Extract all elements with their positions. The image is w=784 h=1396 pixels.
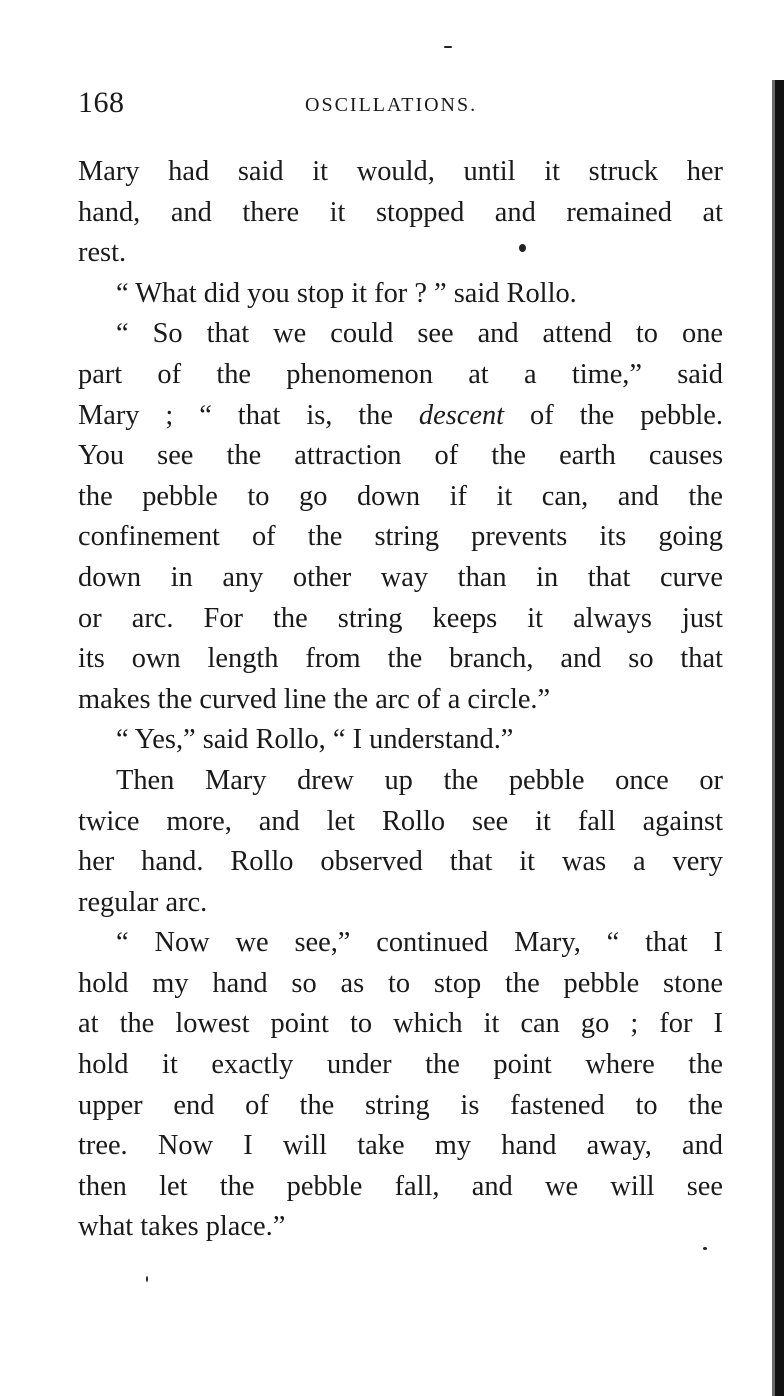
text-line: the pebble to go down if it can, and the <box>78 480 723 512</box>
ink-speck <box>444 46 452 48</box>
text-line: hold it exactly under the point where the <box>78 1049 723 1081</box>
text-line: Then Mary drew up the pebble once or <box>116 764 723 796</box>
ink-speck <box>146 1276 148 1282</box>
text-line: regular arc. <box>78 886 208 918</box>
text-line: hand, and there it stopped and remained at <box>78 196 723 228</box>
text-line: down in any other way than in that curve <box>78 561 723 593</box>
text-line: confinement of the string prevents its going <box>78 521 723 553</box>
text-line: Mary had said it would, until it struck her <box>78 156 723 187</box>
running-head: OSCILLATIONS. <box>305 94 478 116</box>
text-line: what takes place.” <box>78 1211 286 1243</box>
text-line: “ Now we see,” continued Mary, “ that I <box>116 927 723 959</box>
text-line: hold my hand so as to stop the pebble stone <box>78 967 723 999</box>
text-line: at the lowest point to which it can go ; for I <box>78 1008 723 1040</box>
text-line: or arc. For the string keeps it always just <box>78 602 723 634</box>
text-line: rest. <box>78 237 127 269</box>
text-line: upper end of the string is fastened to the <box>78 1089 723 1121</box>
text-line: Mary ; “ that is, the descent of the pebble. <box>78 399 723 431</box>
page-number: 168 <box>78 86 125 119</box>
text-line: You see the attraction of the earth causes <box>78 440 723 472</box>
text-line: her hand. Rollo observed that it was a very <box>78 846 723 878</box>
body-text <box>78 152 723 1248</box>
text-line: “ So that we could see and attend to one <box>116 318 723 350</box>
text-line: twice more, and let Rollo see it fall against <box>78 805 723 837</box>
text-line: part of the phenomenon at a time,” said <box>78 358 723 390</box>
text-line: “ Yes,” said Rollo, “ I understand.” <box>116 724 514 756</box>
text-line: its own length from the branch, and so that <box>78 643 723 675</box>
text-line: tree. Now I will take my hand away, and <box>78 1130 723 1162</box>
text-line: “ What did you stop it for ? ” said Rollo. <box>116 277 577 309</box>
text-line: then let the pebble fall, and we will see <box>78 1170 723 1202</box>
text-line: makes the curved line the arc of a circle.” <box>78 683 551 715</box>
page-header <box>78 86 724 126</box>
page-edge-gutter <box>772 80 775 1396</box>
page-edge-shadow <box>775 80 784 1396</box>
